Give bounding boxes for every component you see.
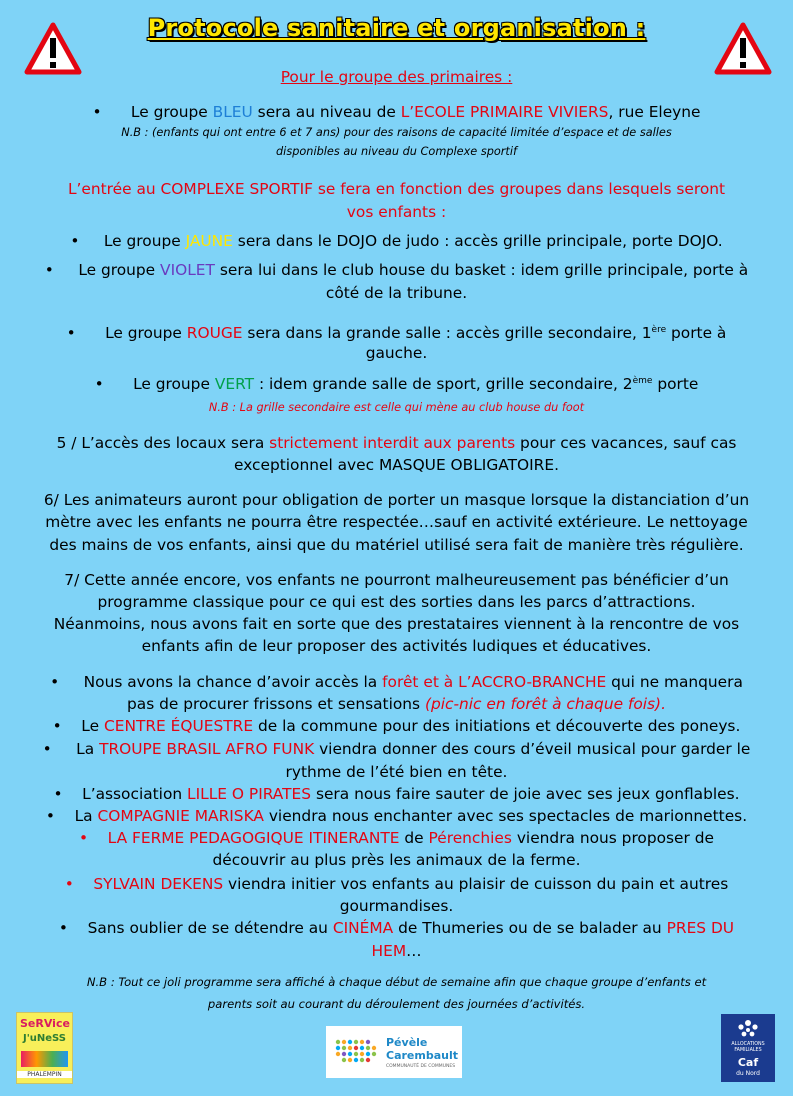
rouge-line: • Le groupe ROUGE sera dans la grande salle : accès grille secondaire, 1ère porte à (66, 324, 727, 343)
activity-item: • La COMPAGNIE MARISKA viendra nous enchanter avec ses spectacles de marionnettes. (45, 807, 748, 825)
pevele-carembault-logo: Pévèle Carembault COMMUNAUTÉ DE COMMUNES (326, 1026, 462, 1078)
paragraph-5: 5 / L’accès des locaux sera strictement interdit aux parents pour ces vacances, sauf cas (56, 434, 737, 452)
activity-item: • L’association LILLE O PIRATES sera nous faire sauter de joie avec ses jeux gonflables. (53, 785, 740, 803)
violet-line: • Le groupe VIOLET sera lui dans le club house du basket : idem grille principale, porte à (44, 261, 749, 279)
nb-note: disponibles au niveau du Complexe sportif (276, 145, 517, 158)
paragraph-6: 6/ Les animateurs auront pour obligation de porter un masque lorsque la distanciation d’un (43, 491, 750, 509)
paragraph-7: 7/ Cette année encore, vos enfants ne pourront malheureusement pas bénéficier d’un (64, 571, 729, 589)
activity-item: • Nous avons la chance d’avoir accès la forêt et à L’ACCRO-BRANCHE qui ne manquera (50, 673, 743, 691)
primaires-heading: Pour le groupe des primaires : (280, 68, 513, 86)
activity-item: rythme de l’été bien en tête. (285, 763, 508, 781)
bleu-line: • Le groupe BLEU sera au niveau de L’ECOLE PRIMAIRE VIVIERS, rue Eleyne (92, 103, 701, 121)
activity-item: HEM… (371, 942, 422, 960)
rouge-line: gauche. (365, 344, 428, 362)
entree-text: L’entrée au COMPLEXE SPORTIF se fera en fonction des groupes dans lesquels seront (67, 180, 726, 198)
activity-item: • Sans oublier de se détendre au CINÉMA de Thumeries ou de se balader au PRES DU (58, 919, 735, 937)
paragraph-5: exceptionnel avec MASQUE OBLIGATOIRE. (234, 456, 559, 474)
paragraph-7: enfants afin de leur proposer des activités ludiques et éducatives. (141, 637, 652, 655)
paragraph-7: Néanmoins, nous avons fait en sorte que des prestataires viennent à la rencontre de vos (53, 615, 740, 633)
activity-item: pas de procurer frissons et sensations (pic-nic en forêt à chaque fois). (127, 695, 666, 713)
paragraph-7: programme classique pour ce qui est des sorties dans les parcs d’attractions. (97, 593, 696, 611)
activity-item: • Le CENTRE ÉQUESTRE de la commune pour des initiations et découverte des poneys. (52, 717, 741, 735)
activity-item: • LA FERME PEDAGOGIQUE ITINERANTE de Pérenchies viendra nous proposer de (79, 829, 714, 847)
activity-item: découvrir au plus près les animaux de la ferme. (212, 851, 581, 869)
entree-text: vos enfants : (346, 203, 447, 221)
page-title: Protocole sanitaire et organisation : (147, 14, 646, 42)
family-icon (735, 1017, 761, 1041)
paragraph-6: des mains de vos enfants, ainsi que du matériel utilisé sera fait de manière très régulière. (49, 536, 744, 554)
violet-line: côté de la tribune. (325, 284, 468, 302)
activity-item: gourmandises. (339, 897, 454, 915)
vert-line: • Le groupe VERT : idem grande salle de sport, grille secondaire, 2ème porte (94, 375, 699, 394)
nb-note: parents soit au courant du déroulement des journées d’activités. (207, 997, 586, 1011)
jaune-line: • Le groupe JAUNE sera dans le DOJO de judo : accès grille principale, porte DOJO. (70, 232, 723, 250)
paragraph-6: mètre avec les enfants ne pourra être respectée…sauf en activité extérieure. Le nettoyage (45, 513, 748, 531)
dots-icon (334, 1036, 382, 1068)
caf-logo: ALLOCATIONS FAMILIALES Caf du Nord (721, 1014, 775, 1082)
nb-note: N.B : La grille secondaire est celle qui mène au club house du foot (208, 401, 585, 414)
activity-item: • SYLVAIN DEKENS viendra initier vos enfants au plaisir de cuisson du pain et autres (64, 875, 729, 893)
nb-note: N.B : Tout ce joli programme sera affiché à chaque début de semaine afin que chaque groupe d’enfants et (86, 975, 707, 989)
activity-item: • La TROUPE BRASIL AFRO FUNK viendra donner des cours d’éveil musical pour garder le (42, 740, 751, 758)
service-jeunesse-logo: SeRVice J'uNeSS PHALEMPIN (16, 1012, 73, 1084)
nb-note: N.B : (enfants qui ont entre 6 et 7 ans) pour des raisons de capacité limitée d’espace et de salles (121, 126, 672, 139)
